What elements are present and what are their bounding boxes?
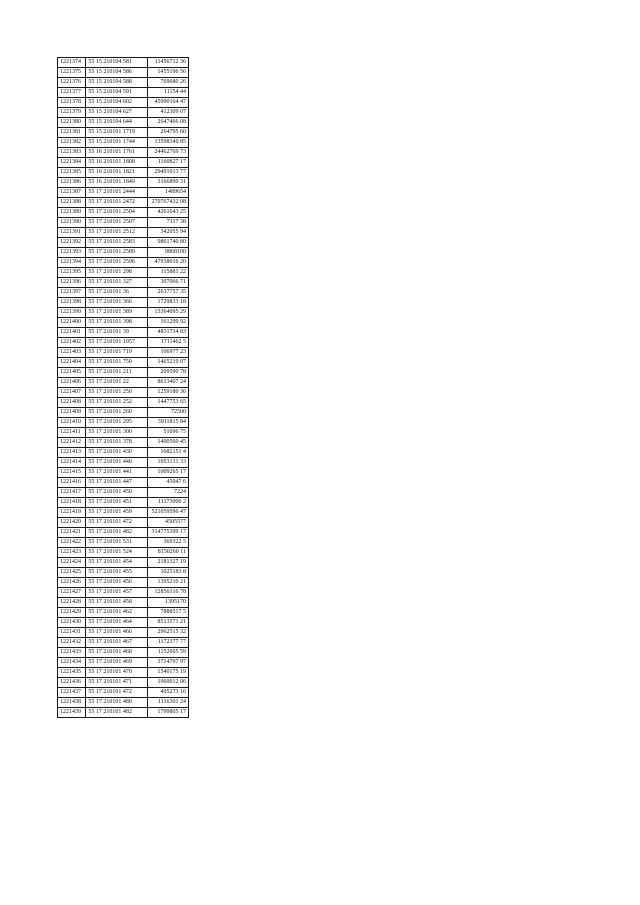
row-code-cell: 55 17 210101 472 (86, 688, 148, 698)
row-id-cell: 1221382 (58, 138, 86, 148)
row-id-cell: 1221432 (58, 638, 86, 648)
row-id-cell: 1221424 (58, 558, 86, 568)
row-code-cell: 55 17 210101 447 (86, 478, 148, 488)
row-id-cell: 1221422 (58, 538, 86, 548)
row-code-cell: 55 16 210101 1808 (86, 158, 148, 168)
table-row (58, 218, 189, 228)
table-row (58, 118, 189, 128)
table-row (58, 708, 189, 718)
table-row (58, 158, 189, 168)
table-row (58, 468, 189, 478)
table-row (58, 378, 189, 388)
row-code-cell: 55 17 210101 482 (86, 708, 148, 718)
row-amount-cell: 9861740 80 (148, 238, 189, 248)
table-row (58, 578, 189, 588)
ledger-table-body (58, 58, 189, 718)
row-id-cell: 1221435 (58, 668, 86, 678)
row-code-cell: 55 17 210101 750 (86, 358, 148, 368)
table-row (58, 248, 189, 258)
row-amount-cell: 3166890 31 (148, 178, 189, 188)
row-id-cell: 1221374 (58, 58, 86, 68)
row-code-cell: 55 17 210101 480 (86, 698, 148, 708)
row-id-cell: 1221439 (58, 708, 86, 718)
row-code-cell: 55 17 210101 469 (86, 658, 148, 668)
row-amount-cell: 314775399 17 (148, 528, 189, 538)
row-code-cell: 55 17 210101 470 (86, 668, 148, 678)
table-row (58, 448, 189, 458)
table-row (58, 508, 189, 518)
row-id-cell: 1221377 (58, 88, 86, 98)
table-row (58, 308, 189, 318)
row-id-cell: 1221415 (58, 468, 86, 478)
row-amount-cell: 1009265 17 (148, 468, 189, 478)
row-code-cell: 55 17 210101 211 (86, 368, 148, 378)
table-row (58, 398, 189, 408)
table-row (58, 208, 189, 218)
row-code-cell: 55 17 210101 298 (86, 268, 148, 278)
row-code-cell: 55 17 210101 250 (86, 388, 148, 398)
table-row (58, 68, 189, 78)
table-row (58, 328, 189, 338)
row-amount-cell: 1400560 45 (148, 438, 189, 448)
row-id-cell: 1221397 (58, 288, 86, 298)
row-code-cell: 55 17 210101 327 (86, 278, 148, 288)
ledger-table-column-1 (57, 57, 189, 718)
table-row (58, 278, 189, 288)
table-row (58, 348, 189, 358)
row-amount-cell: 7117 38 (148, 218, 189, 228)
table-row (58, 598, 189, 608)
row-amount-cell: 4505577 (148, 518, 189, 528)
row-id-cell: 1221389 (58, 208, 86, 218)
row-id-cell: 1221423 (58, 548, 86, 558)
row-id-cell: 1221413 (58, 448, 86, 458)
row-amount-cell: 45047 6 (148, 478, 189, 488)
row-id-cell: 1221434 (58, 658, 86, 668)
row-amount-cell: 29491013 77 (148, 168, 189, 178)
row-id-cell: 1221414 (58, 458, 86, 468)
row-id-cell: 1221429 (58, 608, 86, 618)
table-row (58, 268, 189, 278)
table-row (58, 538, 189, 548)
row-amount-cell: 495273 16 (148, 688, 189, 698)
table-row (58, 78, 189, 88)
row-amount-cell: 1025183 8 (148, 568, 189, 578)
row-amount-cell: 307066 71 (148, 278, 189, 288)
table-row (58, 88, 189, 98)
row-id-cell: 1221376 (58, 78, 86, 88)
row-code-cell: 55 17 210101 260 (86, 408, 148, 418)
row-amount-cell: 11456712 36 (148, 58, 189, 68)
row-amount-cell: 2637757 35 (148, 288, 189, 298)
row-code-cell: 55 15 210104 581 (86, 58, 148, 68)
row-id-cell: 1221387 (58, 188, 86, 198)
row-id-cell: 1221431 (58, 628, 86, 638)
row-code-cell: 55 16 210101 1821 (86, 168, 148, 178)
row-id-cell: 1221425 (58, 568, 86, 578)
row-amount-cell: 8150260 11 (148, 548, 189, 558)
row-code-cell: 55 17 210101 2589 (86, 248, 148, 258)
row-code-cell: 55 15 210101 1719 (86, 128, 148, 138)
row-code-cell: 55 17 210101 2472 (86, 198, 148, 208)
row-amount-cell: 1711462 5 (148, 338, 189, 348)
row-code-cell: 55 17 210101 300 (86, 428, 148, 438)
row-code-cell: 55 17 210101 468 (86, 648, 148, 658)
row-amount-cell: 1540175 19 (148, 668, 189, 678)
table-row (58, 568, 189, 578)
row-id-cell: 1221394 (58, 258, 86, 268)
table-row (58, 698, 189, 708)
table-row (58, 428, 189, 438)
row-amount-cell: 106977 23 (148, 348, 189, 358)
row-amount-cell: 12856316 78 (148, 588, 189, 598)
row-amount-cell: 2181327 19 (148, 558, 189, 568)
row-id-cell: 1221411 (58, 428, 86, 438)
row-amount-cell: 51696 75 (148, 428, 189, 438)
row-amount-cell: 3714797 97 (148, 658, 189, 668)
table-row (58, 358, 189, 368)
row-id-cell: 1221436 (58, 678, 86, 688)
row-id-cell: 1221430 (58, 618, 86, 628)
table-row (58, 478, 189, 488)
table-row (58, 98, 189, 108)
row-amount-cell: 1682151 4 (148, 448, 189, 458)
row-amount-cell: 13598349 85 (148, 138, 189, 148)
row-amount-cell: 1116301 24 (148, 698, 189, 708)
row-id-cell: 1221438 (58, 698, 86, 708)
row-amount-cell: 1960012 06 (148, 678, 189, 688)
row-id-cell: 1221400 (58, 318, 86, 328)
row-amount-cell: 1259180 36 (148, 388, 189, 398)
row-amount-cell: 1395170 (148, 598, 189, 608)
row-code-cell: 55 17 210101 2504 (86, 208, 148, 218)
row-amount-cell: 264795 60 (148, 128, 189, 138)
table-row (58, 168, 189, 178)
row-code-cell: 55 15 210104 644 (86, 118, 148, 128)
row-amount-cell: 9868100 (148, 248, 189, 258)
row-code-cell: 55 17 210101 451 (86, 498, 148, 508)
row-code-cell: 55 17 210101 456 (86, 578, 148, 588)
row-code-cell: 55 17 210101 295 (86, 418, 148, 428)
row-amount-cell: 1455196 56 (148, 68, 189, 78)
row-code-cell: 55 17 210101 366 (86, 298, 148, 308)
table-row (58, 228, 189, 238)
row-id-cell: 1221407 (58, 388, 86, 398)
row-code-cell: 55 17 210101 36 (86, 288, 148, 298)
row-id-cell: 1221381 (58, 128, 86, 138)
table-row (58, 618, 189, 628)
row-id-cell: 1221384 (58, 158, 86, 168)
table-row (58, 648, 189, 658)
row-id-cell: 1221418 (58, 498, 86, 508)
row-code-cell: 55 17 210101 2583 (86, 238, 148, 248)
table-row (58, 518, 189, 528)
row-id-cell: 1221433 (58, 648, 86, 658)
table-row (58, 488, 189, 498)
table-row (58, 238, 189, 248)
row-id-cell: 1221419 (58, 508, 86, 518)
row-amount-cell: 369322 5 (148, 538, 189, 548)
table-row (58, 298, 189, 308)
table-row (58, 438, 189, 448)
row-code-cell: 55 17 210101 455 (86, 568, 148, 578)
row-amount-cell: 1447753 65 (148, 398, 189, 408)
row-code-cell: 55 15 210104 602 (86, 98, 148, 108)
row-amount-cell: 1053131 33 (148, 458, 189, 468)
row-code-cell: 55 17 210101 471 (86, 678, 148, 688)
row-code-cell: 55 17 210101 450 (86, 488, 148, 498)
row-amount-cell: 1172377 77 (148, 638, 189, 648)
table-row (58, 338, 189, 348)
row-amount-cell: 412309 07 (148, 108, 189, 118)
row-code-cell: 55 15 210104 591 (86, 88, 148, 98)
row-amount-cell: 270767432 08 (148, 198, 189, 208)
table-row (58, 458, 189, 468)
table-row (58, 408, 189, 418)
row-id-cell: 1221383 (58, 148, 86, 158)
table-row (58, 678, 189, 688)
row-amount-cell: 342055 94 (148, 228, 189, 238)
row-amount-cell: 161299 92 (148, 318, 189, 328)
table-row (58, 198, 189, 208)
row-code-cell: 55 17 210101 398 (86, 318, 148, 328)
row-id-cell: 1221402 (58, 338, 86, 348)
table-row (58, 628, 189, 638)
row-id-cell: 1221404 (58, 358, 86, 368)
table-row (58, 148, 189, 158)
row-code-cell: 55 17 210101 482 (86, 528, 148, 538)
row-id-cell: 1221421 (58, 528, 86, 538)
row-code-cell: 55 17 210101 2444 (86, 188, 148, 198)
row-code-cell: 55 17 210101 464 (86, 618, 148, 628)
row-id-cell: 1221388 (58, 198, 86, 208)
row-code-cell: 55 17 210101 524 (86, 548, 148, 558)
row-amount-cell: 769680 26 (148, 78, 189, 88)
row-id-cell: 1221386 (58, 178, 86, 188)
row-amount-cell: 1152605 59 (148, 648, 189, 658)
table-row (58, 178, 189, 188)
row-id-cell: 1221437 (58, 688, 86, 698)
row-code-cell: 55 15 210104 586 (86, 68, 148, 78)
row-amount-cell: 11173000 2 (148, 498, 189, 508)
table-row (58, 608, 189, 618)
table-row (58, 588, 189, 598)
row-id-cell: 1221428 (58, 598, 86, 608)
row-id-cell: 1221390 (58, 218, 86, 228)
table-row (58, 108, 189, 118)
row-amount-cell: 1729833 18 (148, 298, 189, 308)
row-amount-cell: 47938016 20 (148, 258, 189, 268)
row-id-cell: 1221396 (58, 278, 86, 288)
table-row (58, 258, 189, 268)
row-id-cell: 1221405 (58, 368, 86, 378)
row-id-cell: 1221375 (58, 68, 86, 78)
table-row (58, 188, 189, 198)
row-amount-cell: 7224 (148, 488, 189, 498)
row-id-cell: 1221379 (58, 108, 86, 118)
row-id-cell: 1221426 (58, 578, 86, 588)
row-amount-cell: 8513571 21 (148, 618, 189, 628)
row-code-cell: 55 16 210101 1849 (86, 178, 148, 188)
row-code-cell: 55 15 210101 1744 (86, 138, 148, 148)
row-code-cell: 55 17 210101 2512 (86, 228, 148, 238)
row-id-cell: 1221393 (58, 248, 86, 258)
table-row (58, 138, 189, 148)
row-code-cell: 55 17 210101 389 (86, 308, 148, 318)
row-id-cell: 1221416 (58, 478, 86, 488)
row-amount-cell: 521059596 47 (148, 508, 189, 518)
row-id-cell: 1221427 (58, 588, 86, 598)
row-id-cell: 1221380 (58, 118, 86, 128)
row-id-cell: 1221395 (58, 268, 86, 278)
table-row (58, 638, 189, 648)
row-amount-cell: 72500 (148, 408, 189, 418)
row-amount-cell: 2647466 08 (148, 118, 189, 128)
row-id-cell: 1221385 (58, 168, 86, 178)
table-row (58, 318, 189, 328)
table-row (58, 528, 189, 538)
row-id-cell: 1221412 (58, 438, 86, 448)
row-amount-cell: 4831734 83 (148, 328, 189, 338)
row-code-cell: 55 15 210104 588 (86, 78, 148, 88)
row-amount-cell: 11154 44 (148, 88, 189, 98)
table-row (58, 498, 189, 508)
row-code-cell: 55 17 210101 441 (86, 468, 148, 478)
row-amount-cell: 209590 78 (148, 368, 189, 378)
row-code-cell: 55 15 210104 627 (86, 108, 148, 118)
row-id-cell: 1221401 (58, 328, 86, 338)
row-code-cell: 55 17 210101 459 (86, 508, 148, 518)
row-amount-cell: 13364095 29 (148, 308, 189, 318)
row-id-cell: 1221398 (58, 298, 86, 308)
row-amount-cell: 7888517 5 (148, 608, 189, 618)
row-amount-cell: 1799805 17 (148, 708, 189, 718)
row-code-cell: 55 17 210101 458 (86, 598, 148, 608)
row-amount-cell: 3911815 84 (148, 418, 189, 428)
row-code-cell: 55 17 210101 719 (86, 348, 148, 358)
row-id-cell: 1221403 (58, 348, 86, 358)
table-row (58, 658, 189, 668)
row-code-cell: 55 17 210101 531 (86, 538, 148, 548)
row-code-cell: 55 17 210101 39 (86, 328, 148, 338)
row-code-cell: 55 17 210101 457 (86, 588, 148, 598)
row-id-cell: 1221410 (58, 418, 86, 428)
row-id-cell: 1221417 (58, 488, 86, 498)
row-id-cell: 1221409 (58, 408, 86, 418)
row-id-cell: 1221420 (58, 518, 86, 528)
row-id-cell: 1221399 (58, 308, 86, 318)
row-code-cell: 55 17 210101 466 (86, 628, 148, 638)
table-row (58, 368, 189, 378)
row-amount-cell: 2962515 32 (148, 628, 189, 638)
row-amount-cell: 1489654 (148, 188, 189, 198)
row-code-cell: 55 17 210101 440 (86, 458, 148, 468)
row-code-cell: 55 17 210101 378 (86, 438, 148, 448)
row-amount-cell: 8613407 24 (148, 378, 189, 388)
table-row (58, 418, 189, 428)
row-amount-cell: 4261643 25 (148, 208, 189, 218)
row-code-cell: 55 17 210101 430 (86, 448, 148, 458)
row-code-cell: 55 17 210101 1057 (86, 338, 148, 348)
row-id-cell: 1221378 (58, 98, 86, 108)
row-code-cell: 55 17 210101 252 (86, 398, 148, 408)
row-id-cell: 1221392 (58, 238, 86, 248)
row-code-cell: 55 16 210101 1761 (86, 148, 148, 158)
row-amount-cell: 1160827 17 (148, 158, 189, 168)
row-code-cell: 55 17 210101 2507 (86, 218, 148, 228)
row-code-cell: 55 17 210101 454 (86, 558, 148, 568)
row-amount-cell: 24462769 73 (148, 148, 189, 158)
row-code-cell: 55 17 210101 2596 (86, 258, 148, 268)
row-id-cell: 1221408 (58, 398, 86, 408)
row-amount-cell: 115881 22 (148, 268, 189, 278)
table-row (58, 548, 189, 558)
table-row (58, 668, 189, 678)
table-row (58, 688, 189, 698)
row-id-cell: 1221406 (58, 378, 86, 388)
table-row (58, 388, 189, 398)
row-amount-cell: 45990164 47 (148, 98, 189, 108)
row-code-cell: 55 17 210101 472 (86, 518, 148, 528)
row-code-cell: 55 17 210101 22 (86, 378, 148, 388)
row-code-cell: 55 17 210101 462 (86, 608, 148, 618)
table-row (58, 558, 189, 568)
table-row (58, 128, 189, 138)
row-id-cell: 1221391 (58, 228, 86, 238)
table-row (58, 58, 189, 68)
table-row (58, 288, 189, 298)
row-amount-cell: 1465219 07 (148, 358, 189, 368)
row-code-cell: 55 17 210101 467 (86, 638, 148, 648)
row-amount-cell: 1395210 21 (148, 578, 189, 588)
